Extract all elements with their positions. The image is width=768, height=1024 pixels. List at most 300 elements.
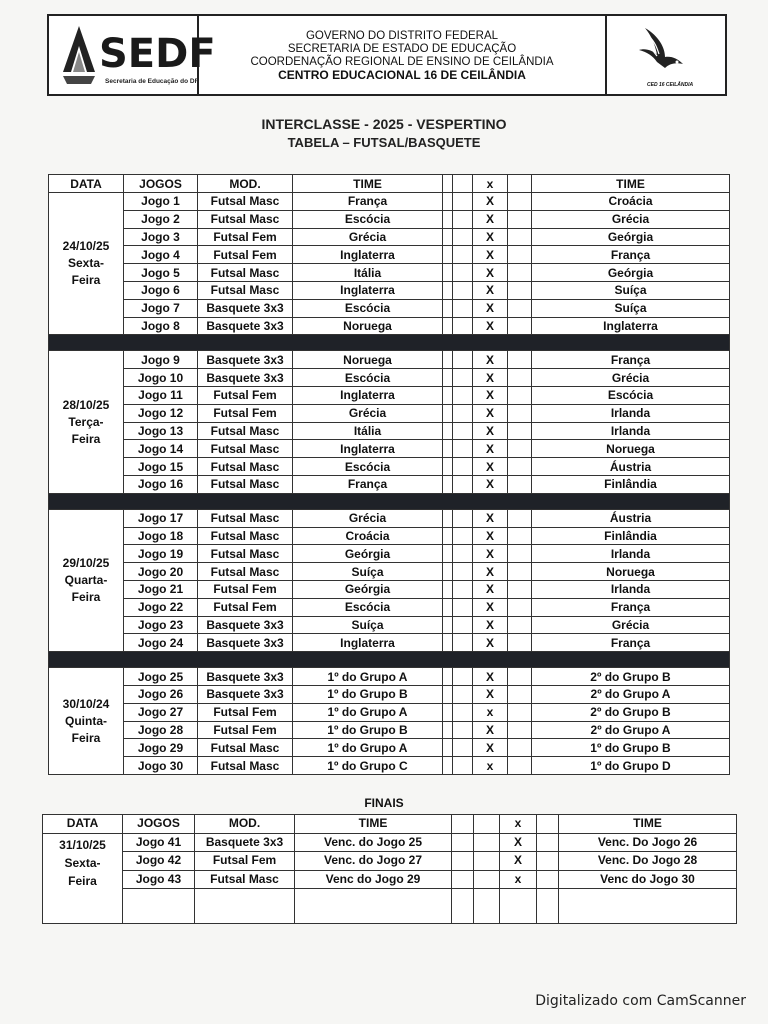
home-team: Inglaterra <box>293 634 443 652</box>
blank-cell <box>453 369 473 387</box>
home-team: Geórgia <box>293 580 443 598</box>
home-team: 1º do Grupo A <box>293 668 443 686</box>
versus-mark: X <box>473 369 508 387</box>
game-modality: Futsal Masc <box>198 475 293 493</box>
blank-cell <box>452 870 474 889</box>
blank-cell <box>453 264 473 282</box>
blank-cell <box>508 369 532 387</box>
blank-cell <box>508 422 532 440</box>
blank-cell <box>453 545 473 563</box>
table-row <box>43 852 737 871</box>
versus-mark: X <box>473 422 508 440</box>
blank-cell <box>443 598 453 616</box>
versus-mark: X <box>473 685 508 703</box>
school-crest <box>607 16 725 94</box>
game-modality: Futsal Masc <box>198 739 293 757</box>
separator-bar <box>49 493 730 509</box>
versus-mark: X <box>500 833 537 852</box>
blank-cell <box>453 598 473 616</box>
game-number: Jogo 30 <box>124 757 198 775</box>
blank-cell <box>453 475 473 493</box>
game-number: Jogo 20 <box>124 563 198 581</box>
versus-mark: X <box>473 264 508 282</box>
versus-mark: X <box>473 598 508 616</box>
game-modality: Futsal Fem <box>198 703 293 721</box>
home-team: Inglaterra <box>293 281 443 299</box>
game-number: Jogo 10 <box>124 369 198 387</box>
game-number: Jogo 28 <box>124 721 198 739</box>
game-modality: Futsal Masc <box>198 527 293 545</box>
versus-mark: X <box>473 475 508 493</box>
blank-cell <box>443 317 453 335</box>
weekday-label: Quarta- <box>64 572 108 587</box>
game-number: Jogo 1 <box>124 193 198 211</box>
table-row <box>49 616 730 634</box>
game-modality: Futsal Fem <box>198 721 293 739</box>
blank-cell <box>453 246 473 264</box>
blank-cell <box>453 668 473 686</box>
blank-cell <box>474 870 500 889</box>
versus-mark: X <box>473 580 508 598</box>
blank-cell <box>453 563 473 581</box>
col-header-time: TIME <box>293 175 443 193</box>
date-label: 29/10/25 <box>62 555 110 570</box>
blank-cell <box>537 870 559 889</box>
col-header-blank <box>452 815 474 834</box>
game-number: Jogo 14 <box>124 440 198 458</box>
blank-cell <box>452 852 474 871</box>
home-team: Inglaterra <box>293 386 443 404</box>
blank-cell <box>508 264 532 282</box>
weekday-label: Sexta- <box>67 256 105 271</box>
table-row <box>49 281 730 299</box>
blank-cell <box>508 193 532 211</box>
blank-cell <box>443 739 453 757</box>
game-modality: Futsal Fem <box>198 580 293 598</box>
blank-cell <box>508 545 532 563</box>
col-header-time: TIME <box>295 815 452 834</box>
game-number: Jogo 9 <box>124 351 198 369</box>
away-team: Grécia <box>532 210 730 228</box>
blank-cell <box>443 369 453 387</box>
home-team: Venc. do Jogo 27 <box>295 852 452 871</box>
game-number: Jogo 27 <box>124 703 198 721</box>
table-row <box>49 458 730 476</box>
away-team: 2º do Grupo B <box>532 668 730 686</box>
blank-cell <box>443 634 453 652</box>
table-row <box>49 563 730 581</box>
blank-cell <box>500 889 537 924</box>
table-row <box>49 440 730 458</box>
away-team: 1º do Grupo D <box>532 757 730 775</box>
versus-mark: X <box>473 440 508 458</box>
home-team: 1º do Grupo B <box>293 685 443 703</box>
versus-mark: X <box>473 616 508 634</box>
date-label: 28/10/25 <box>62 397 110 412</box>
blank-cell <box>474 852 500 871</box>
weekday-label: Quinta- <box>65 713 107 728</box>
home-team: Geórgia <box>293 545 443 563</box>
game-modality: Basquete 3x3 <box>195 833 295 852</box>
finals-table <box>42 814 737 924</box>
table-row <box>49 703 730 721</box>
versus-mark: X <box>473 563 508 581</box>
blank-cell <box>453 317 473 335</box>
blank-cell <box>453 509 473 527</box>
table-row <box>49 685 730 703</box>
page-subtitle: TABELA – FUTSAL/BASQUETE <box>287 135 481 150</box>
game-number: Jogo 15 <box>124 458 198 476</box>
game-modality: Futsal Masc <box>198 281 293 299</box>
game-modality: Futsal Fem <box>198 228 293 246</box>
home-team: Venc do Jogo 29 <box>295 870 452 889</box>
versus-mark: X <box>473 509 508 527</box>
versus-mark: X <box>473 246 508 264</box>
blank-cell <box>453 281 473 299</box>
away-team: Irlanda <box>532 422 730 440</box>
game-number: Jogo 22 <box>124 598 198 616</box>
header-line-2: SECRETARIA DE ESTADO DE EDUCAÇÃO <box>287 43 517 55</box>
separator-bar <box>49 335 730 351</box>
game-number: Jogo 2 <box>124 210 198 228</box>
blank-cell <box>452 889 474 924</box>
date-label: 24/10/25 <box>62 239 110 254</box>
day-separator <box>49 652 730 668</box>
finals-title: FINAIS <box>364 796 404 810</box>
game-modality: Futsal Masc <box>198 193 293 211</box>
blank-cell <box>453 580 473 598</box>
game-number: Jogo 13 <box>124 422 198 440</box>
table-row <box>49 739 730 757</box>
blank-cell <box>443 580 453 598</box>
versus-mark: X <box>473 668 508 686</box>
blank-cell <box>453 616 473 634</box>
home-team: 1º do Grupo B <box>293 721 443 739</box>
game-number: Jogo 4 <box>124 246 198 264</box>
home-team: 1º do Grupo A <box>293 703 443 721</box>
blank-cell <box>508 299 532 317</box>
game-modality: Basquete 3x3 <box>198 668 293 686</box>
game-number: Jogo 11 <box>124 386 198 404</box>
blank-cell <box>508 440 532 458</box>
game-number: Jogo 12 <box>124 404 198 422</box>
game-modality: Futsal Fem <box>198 598 293 616</box>
col-header-data: DATA <box>43 815 123 834</box>
blank-cell <box>508 527 532 545</box>
home-team: França <box>293 475 443 493</box>
game-modality: Futsal Masc <box>198 458 293 476</box>
blank-cell <box>537 852 559 871</box>
away-team: Irlanda <box>532 545 730 563</box>
blank-cell <box>537 889 559 924</box>
game-modality: Futsal Masc <box>198 422 293 440</box>
blank-cell <box>443 545 453 563</box>
versus-mark: X <box>473 317 508 335</box>
game-modality: Futsal Masc <box>198 757 293 775</box>
blank-cell <box>123 889 195 924</box>
table-row <box>49 299 730 317</box>
table-row <box>43 870 737 889</box>
logo-subtitle: Secretaria de Educação do DF <box>105 78 199 85</box>
versus-mark: X <box>473 739 508 757</box>
table-row <box>49 668 730 686</box>
table-row <box>49 598 730 616</box>
home-team: Grécia <box>293 228 443 246</box>
col-header-blank <box>474 815 500 834</box>
home-team: Croácia <box>293 527 443 545</box>
blank-cell <box>443 246 453 264</box>
home-team: Noruega <box>293 351 443 369</box>
header-line-3: COORDENAÇÃO REGIONAL DE ENSINO DE CEILÂNDIA <box>250 56 554 68</box>
table-row <box>49 351 730 369</box>
blank-cell <box>508 458 532 476</box>
versus-mark: X <box>473 351 508 369</box>
home-team: Escócia <box>293 210 443 228</box>
versus-mark: X <box>473 404 508 422</box>
game-number: Jogo 29 <box>124 739 198 757</box>
blank-cell <box>453 386 473 404</box>
blank-cell <box>443 668 453 686</box>
table-row <box>49 634 730 652</box>
home-team: Noruega <box>293 317 443 335</box>
finals-header-row <box>43 815 737 834</box>
game-modality: Futsal Masc <box>198 210 293 228</box>
game-modality: Basquete 3x3 <box>198 685 293 703</box>
blank-cell <box>508 739 532 757</box>
game-modality: Futsal Fem <box>195 852 295 871</box>
weekday-label: Feira <box>71 431 101 446</box>
col-header-jogos: JOGOS <box>124 175 198 193</box>
game-modality: Basquete 3x3 <box>198 299 293 317</box>
blank-cell <box>453 757 473 775</box>
game-number: Jogo 17 <box>124 509 198 527</box>
blank-cell <box>443 228 453 246</box>
versus-mark: X <box>473 210 508 228</box>
blank-cell <box>508 281 532 299</box>
col-header-blank <box>508 175 532 193</box>
blank-cell <box>453 721 473 739</box>
away-team: Grécia <box>532 369 730 387</box>
blank-cell <box>508 580 532 598</box>
game-modality: Futsal Masc <box>198 563 293 581</box>
blank-cell <box>453 351 473 369</box>
away-team: Noruega <box>532 440 730 458</box>
blank-cell <box>443 527 453 545</box>
game-number: Jogo 19 <box>124 545 198 563</box>
game-modality: Basquete 3x3 <box>198 317 293 335</box>
home-team: Escócia <box>293 458 443 476</box>
table-row <box>49 545 730 563</box>
table-row <box>49 580 730 598</box>
versus-mark: X <box>473 545 508 563</box>
game-modality: Basquete 3x3 <box>198 616 293 634</box>
game-modality: Basquete 3x3 <box>198 369 293 387</box>
blank-cell <box>443 458 453 476</box>
away-team: Finlândia <box>532 527 730 545</box>
blank-cell <box>508 386 532 404</box>
versus-mark: X <box>473 386 508 404</box>
game-modality: Basquete 3x3 <box>198 634 293 652</box>
game-number: Jogo 42 <box>123 852 195 871</box>
game-modality: Futsal Masc <box>198 264 293 282</box>
blank-cell <box>508 721 532 739</box>
away-team: Áustria <box>532 509 730 527</box>
away-team: 1º do Grupo B <box>532 739 730 757</box>
table-row <box>49 228 730 246</box>
away-team: Suíça <box>532 281 730 299</box>
weekday-label: Feira <box>71 273 101 288</box>
col-header-blank <box>453 175 473 193</box>
blank-cell <box>474 833 500 852</box>
col-header-blank <box>537 815 559 834</box>
game-modality: Futsal Masc <box>198 440 293 458</box>
home-team: França <box>293 193 443 211</box>
versus-mark: X <box>473 721 508 739</box>
home-team: Suíça <box>293 616 443 634</box>
table-row <box>49 475 730 493</box>
home-team: Venc. do Jogo 25 <box>295 833 452 852</box>
logo-wordmark: SEDF <box>99 31 216 77</box>
blank-cell <box>443 616 453 634</box>
blank-cell <box>295 889 452 924</box>
away-team: França <box>532 634 730 652</box>
away-team: Venc. Do Jogo 28 <box>559 852 737 871</box>
versus-mark: x <box>500 870 537 889</box>
home-team: 1º do Grupo C <box>293 757 443 775</box>
away-team: Escócia <box>532 386 730 404</box>
table-row <box>49 193 730 211</box>
date-label: 31/10/25 <box>59 837 106 852</box>
versus-mark: X <box>500 852 537 871</box>
away-team: Venc. Do Jogo 26 <box>559 833 737 852</box>
versus-mark: X <box>473 281 508 299</box>
page-title: INTERCLASSE - 2025 - VESPERTINO <box>261 116 507 132</box>
schedule-body <box>49 193 730 775</box>
home-team: Escócia <box>293 598 443 616</box>
weekday-label: Feira <box>71 730 101 745</box>
table-row <box>49 721 730 739</box>
table-row <box>49 404 730 422</box>
blank-cell <box>508 228 532 246</box>
weekday-label: Terça- <box>68 414 104 429</box>
blank-cell <box>453 404 473 422</box>
schedule-table <box>48 174 730 775</box>
away-team: Geórgia <box>532 264 730 282</box>
day-separator <box>49 493 730 509</box>
date-label: 30/10/24 <box>62 696 110 711</box>
game-number: Jogo 6 <box>124 281 198 299</box>
scanner-watermark: Digitalizado com CamScanner <box>535 993 746 1009</box>
away-team: 2º do Grupo A <box>532 685 730 703</box>
blank-cell <box>443 563 453 581</box>
crest-caption: CED 16 CEILÂNDIA <box>647 82 694 88</box>
blank-cell <box>453 703 473 721</box>
weekday-label: Sexta- <box>64 855 101 870</box>
game-number: Jogo 16 <box>124 475 198 493</box>
home-team: Escócia <box>293 369 443 387</box>
col-header-jogos: JOGOS <box>123 815 195 834</box>
blank-cell <box>443 440 453 458</box>
table-row <box>49 369 730 387</box>
home-team: Grécia <box>293 404 443 422</box>
eagle-icon <box>635 24 691 82</box>
away-team: Grécia <box>532 616 730 634</box>
blank-cell <box>508 509 532 527</box>
blank-cell <box>453 634 473 652</box>
blank-cell <box>508 404 532 422</box>
blank-cell <box>195 889 295 924</box>
blank-cell <box>537 833 559 852</box>
game-modality: Futsal Masc <box>198 509 293 527</box>
col-header-mod: MOD. <box>198 175 293 193</box>
weekday-label: Feira <box>68 873 97 888</box>
blank-cell <box>443 475 453 493</box>
date-cell <box>49 668 124 775</box>
away-team: Irlanda <box>532 580 730 598</box>
away-team: Croácia <box>532 193 730 211</box>
versus-mark: x <box>473 757 508 775</box>
game-number: Jogo 8 <box>124 317 198 335</box>
table-row <box>49 422 730 440</box>
school-name: CENTRO EDUCACIONAL 16 DE CEILÂNDIA <box>278 68 526 82</box>
home-team: Grécia <box>293 509 443 527</box>
blank-cell <box>508 685 532 703</box>
blank-cell <box>508 563 532 581</box>
game-modality: Futsal Masc <box>195 870 295 889</box>
separator-bar <box>49 652 730 668</box>
blank-cell <box>453 440 473 458</box>
game-number: Jogo 43 <box>123 870 195 889</box>
blank-cell <box>508 703 532 721</box>
versus-mark: X <box>473 527 508 545</box>
home-team: 1º do Grupo A <box>293 739 443 757</box>
blank-cell <box>453 299 473 317</box>
table-row <box>49 509 730 527</box>
sedf-logo <box>49 16 216 94</box>
blank-cell <box>443 422 453 440</box>
blank-cell <box>443 193 453 211</box>
table-row <box>49 210 730 228</box>
away-team: 2º do Grupo A <box>532 721 730 739</box>
game-number: Jogo 23 <box>124 616 198 634</box>
blank-cell <box>443 685 453 703</box>
date-cell <box>43 833 123 924</box>
away-team: Áustria <box>532 458 730 476</box>
blank-cell <box>508 246 532 264</box>
blank-cell <box>508 757 532 775</box>
game-number: Jogo 21 <box>124 580 198 598</box>
away-team: Suíça <box>532 299 730 317</box>
date-cell <box>49 351 124 493</box>
versus-mark: x <box>473 703 508 721</box>
blank-cell <box>443 386 453 404</box>
blank-cell <box>452 833 474 852</box>
blank-cell <box>508 616 532 634</box>
blank-cell <box>453 193 473 211</box>
date-cell <box>49 193 124 335</box>
blank-cell <box>474 889 500 924</box>
table-row <box>43 833 737 852</box>
versus-mark: X <box>473 458 508 476</box>
game-modality: Futsal Fem <box>198 386 293 404</box>
away-team: Geórgia <box>532 228 730 246</box>
table-header-row <box>49 175 730 193</box>
home-team: Inglaterra <box>293 440 443 458</box>
col-header-time-2: TIME <box>559 815 737 834</box>
sedf-flame-icon <box>59 24 99 86</box>
home-team: Suíça <box>293 563 443 581</box>
versus-mark: X <box>473 299 508 317</box>
